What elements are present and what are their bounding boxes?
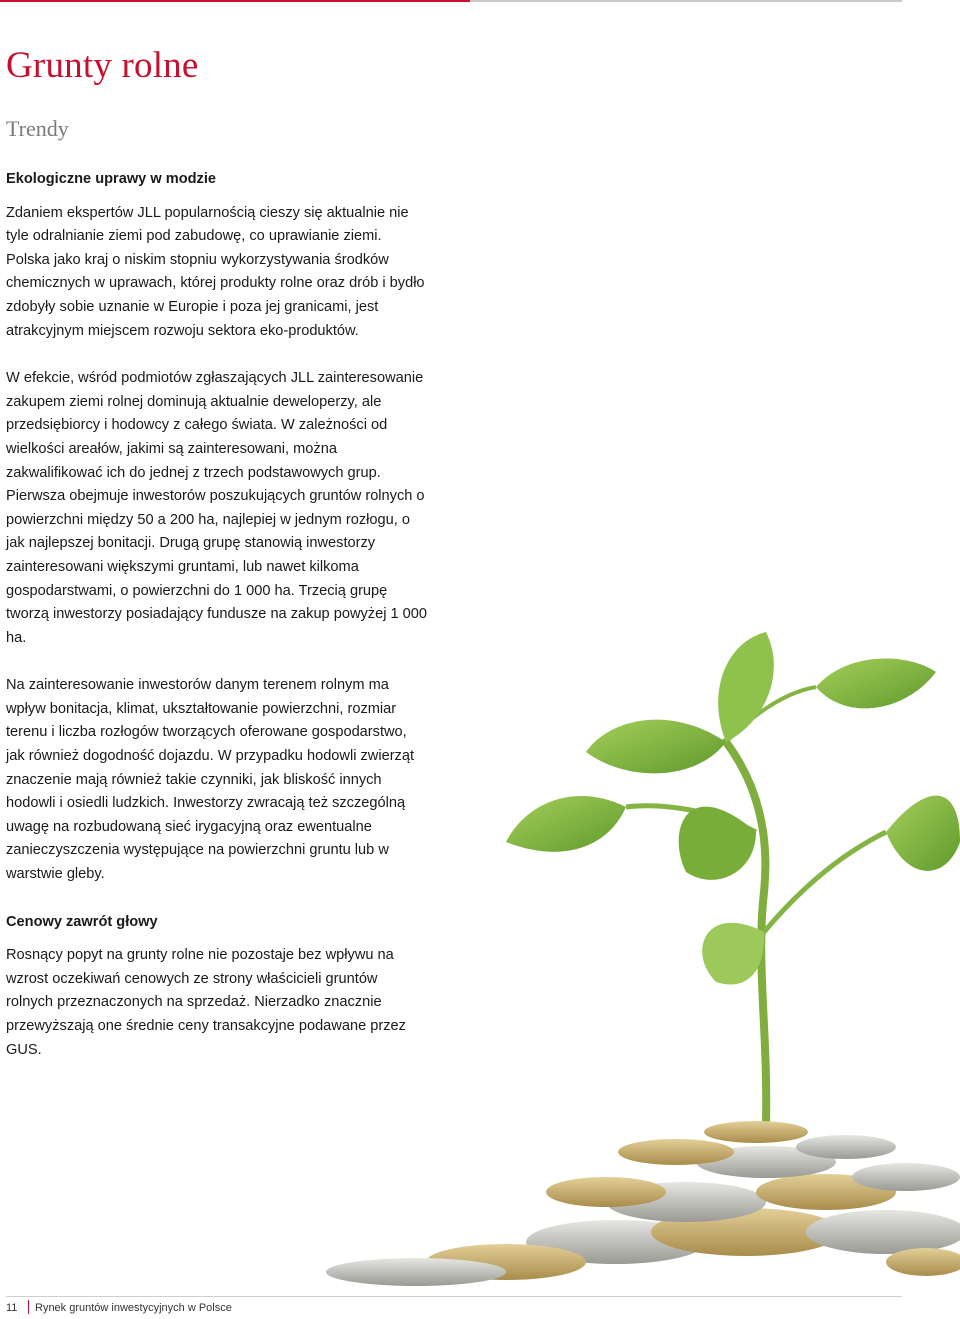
paragraph: Rosnący popyt na grunty rolne nie pozostaje bez wpływu na wzrost oczekiwań cenowych ze strony właścicieli gruntów rolnych przeznaczonych na sprzedaż. Nierzadko znacznie przewyższają one średnie ceny transakcyjne podawane przez GUS. [6, 947, 406, 1058]
top-rule [0, 0, 902, 2]
footer-divider [28, 1300, 29, 1314]
paragraph: Na zainteresowanie inwestorów danym terenem rolnym ma wpływ bonitacja, klimat, ukształtowanie powierzchni, rozmiar terenu i liczba rozłogów tworzących oferowane gospodarstwo, jak również dogodność dojazdu. W przypadku hodowli zwierząt znaczenie mają również takie czynniki, jak bliskość innych hodowli i osiedli ludzkich. Inwestorzy zwracają też szczególną uwagę na rozbudowaną sieć irygacyjną oraz ewentualne zanieczyszczenia występujące na powierzchni gruntu lub w warstwie gleby. [6, 677, 415, 883]
section-heading-cenowy: Cenowy zawrót głowy [6, 913, 158, 930]
page-footer [6, 1300, 232, 1314]
footer-rule [6, 1296, 902, 1297]
top-rule-accent [0, 0, 470, 2]
plant-on-coins-illustration [286, 632, 960, 1292]
section-heading-ekologiczne: Ekologiczne uprawy w modzie [6, 171, 217, 187]
page-subtitle: Trendy [6, 116, 69, 141]
paragraph: W efekcie, wśród podmiotów zgłaszających JLL zainteresowanie zakupem ziemi rolnej dominują aktualnie deweloperzy, ale przedsiębiorcy i hodowcy z całego świata. W zależności od wielkości areałów, jakimi są zainteresowani, można zakwalifikować ich do jednej z trzech podstawowych grup. Pierwsza obejmuje inwestorów poszukujących gruntów rolnych o powierzchni między 50 a 200 ha, najlepiej w jednym rozłogu, o jak najlepszej bonitacji. Drugą grupę stanowią inwestorzy zainteresowani większymi gruntami, lub nawet kilkoma gospodarstwami, o powierzchni do 1 000 ha. Trzecią grupę tworzą inwestorzy posiadający fundusze na zakup powyżej 1 000 ha. [6, 370, 428, 646]
page-number: 11 [6, 1302, 18, 1314]
paragraph: Zdaniem ekspertów JLL popularnością cieszy się aktualnie nie tyle odralnianie ziemi pod zabudowę, co uprawianie ziemi. Polska jako kraj o niskim stopniu wykorzystywania środków chemicznych w uprawach, której produkty rolne oraz drób i bydło zdobyły sobie uznanie w Europie i poza jej granicami, jest atrakcyjnym miejscem rozwoju sektora eko-produktów. [6, 204, 425, 339]
publication-title: Rynek gruntów inwestycyjnych w Polsce [35, 1302, 232, 1314]
page-title: Grunty rolne [6, 45, 199, 86]
